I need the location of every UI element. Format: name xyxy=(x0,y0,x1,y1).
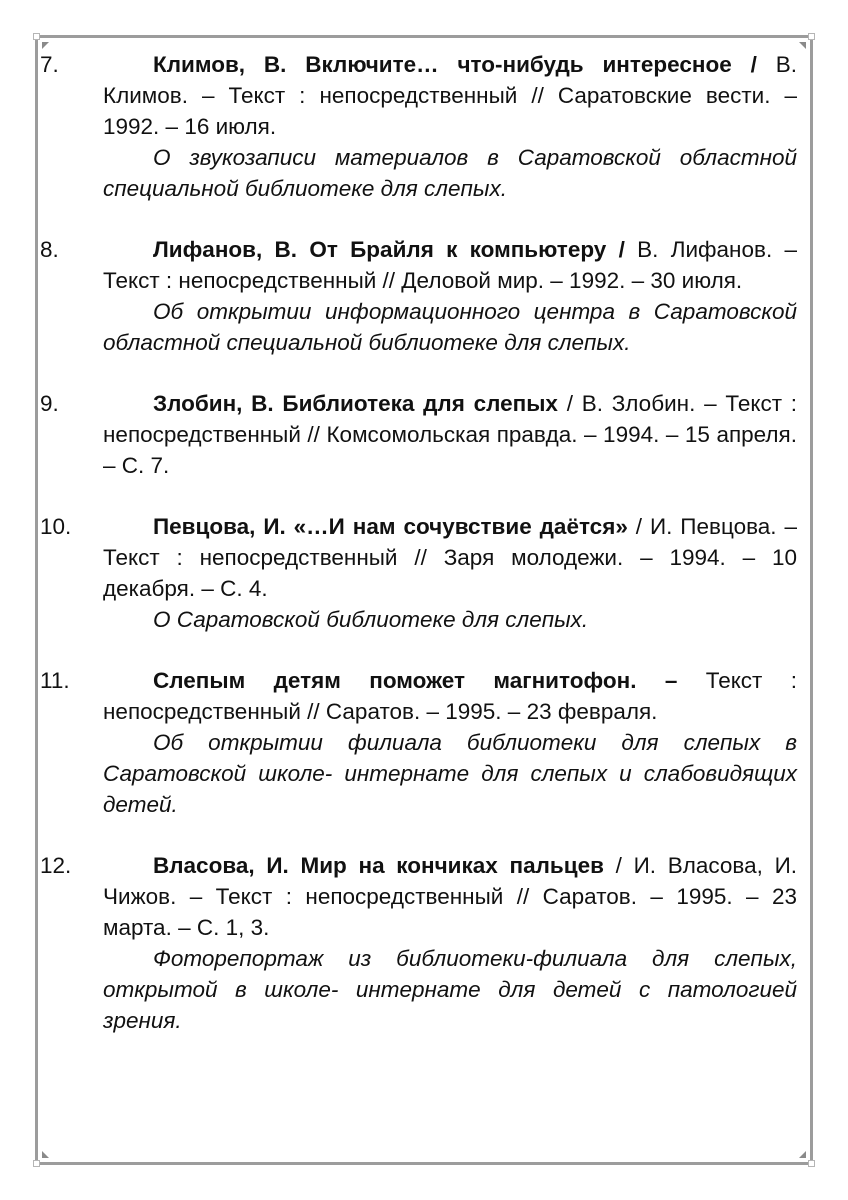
entry-title: Злобин, В. Библиотека для слепых xyxy=(153,391,558,416)
bibliography-list xyxy=(40,49,798,1066)
entry-body xyxy=(103,665,797,820)
frame-handle-icon xyxy=(808,33,815,40)
frame-handle-icon xyxy=(808,1160,815,1167)
bibliography-entry xyxy=(40,665,798,820)
corner-mark-icon xyxy=(799,42,806,49)
entry-reference xyxy=(103,388,797,481)
corner-mark-icon xyxy=(799,1151,806,1158)
bibliography-entry xyxy=(40,511,798,635)
entry-annotation: Фоторепортаж из библиотеки-филиала для слепых, открытой в школе- интернате для детей с патологией зрения. xyxy=(103,946,797,1033)
entry-number: 11. xyxy=(40,668,70,693)
entry-annotation: О Саратовской библиотеке для слепых. xyxy=(153,607,589,632)
entry-reference xyxy=(103,49,797,142)
entry-title: Слепым детям поможет магнитофон. – xyxy=(153,668,678,693)
bibliography-entry xyxy=(40,388,798,481)
frame-handle-icon xyxy=(33,1160,40,1167)
entry-details: В. Климов. – Текст : непосредственный // Саратовские вести. – 1992. – 16 июля. xyxy=(103,52,797,139)
entry-reference xyxy=(103,850,797,943)
entry-title: Власова, И. Мир на кончиках пальцев xyxy=(153,853,604,878)
entry-title: Певцова, И. «…И нам сочувствие даётся» xyxy=(153,514,628,539)
entry-details: В. Лифанов. – Текст : непосредственный // Деловой мир. – 1992. – 30 июля. xyxy=(103,237,797,293)
entry-details: / В. Злобин. – Текст : непосредственный // Комсомольская правда. – 1994. – 15 апреля. – С. 7. xyxy=(103,391,798,478)
entry-details: Текст : непосредственный // Саратов. – 1995. – 23 февраля. xyxy=(103,668,797,724)
entry-number: 12. xyxy=(40,853,72,878)
entry-body xyxy=(103,388,797,481)
corner-mark-icon xyxy=(42,42,49,49)
entry-body xyxy=(103,234,797,358)
entry-reference xyxy=(103,234,797,296)
entry-body xyxy=(103,850,797,1036)
entry-number: 9. xyxy=(40,391,59,416)
entry-number: 10. xyxy=(40,514,72,539)
bibliography-entry xyxy=(40,234,798,358)
entry-body xyxy=(103,49,797,204)
bibliography-entry xyxy=(40,850,798,1036)
entry-details: / И. Власова, И. Чижов. – Текст : непосредственный // Саратов. – 1995. – 23 марта. – С. 1, 3. xyxy=(103,853,798,940)
entry-number: 7. xyxy=(40,52,59,77)
bibliography-entry xyxy=(40,49,798,204)
entry-reference xyxy=(103,665,797,727)
entry-number: 8. xyxy=(40,237,59,262)
entry-annotation: Об открытии информационного центра в Саратовской областной специальной библиотеке для слепых. xyxy=(103,299,797,355)
entry-title: Климов, В. Включите… что-нибудь интересное / xyxy=(153,52,757,77)
frame-handle-icon xyxy=(33,33,40,40)
entry-title: Лифанов, В. От Брайля к компьютеру / xyxy=(153,237,625,262)
corner-mark-icon xyxy=(42,1151,49,1158)
entry-reference xyxy=(103,511,797,604)
entry-annotation: О звукозаписи материалов в Саратовской областной специальной библиотеке для слепых. xyxy=(103,145,797,201)
entry-annotation: Об открытии филиала библиотеки для слепых в Саратовской школе- интернате для слепых и слабовидящих детей. xyxy=(103,730,797,817)
entry-body xyxy=(103,511,797,635)
entry-details: / И. Певцова. – Текст : непосредственный // Заря молодежи. – 1994. – 10 декабря. – С. 4. xyxy=(103,514,797,601)
